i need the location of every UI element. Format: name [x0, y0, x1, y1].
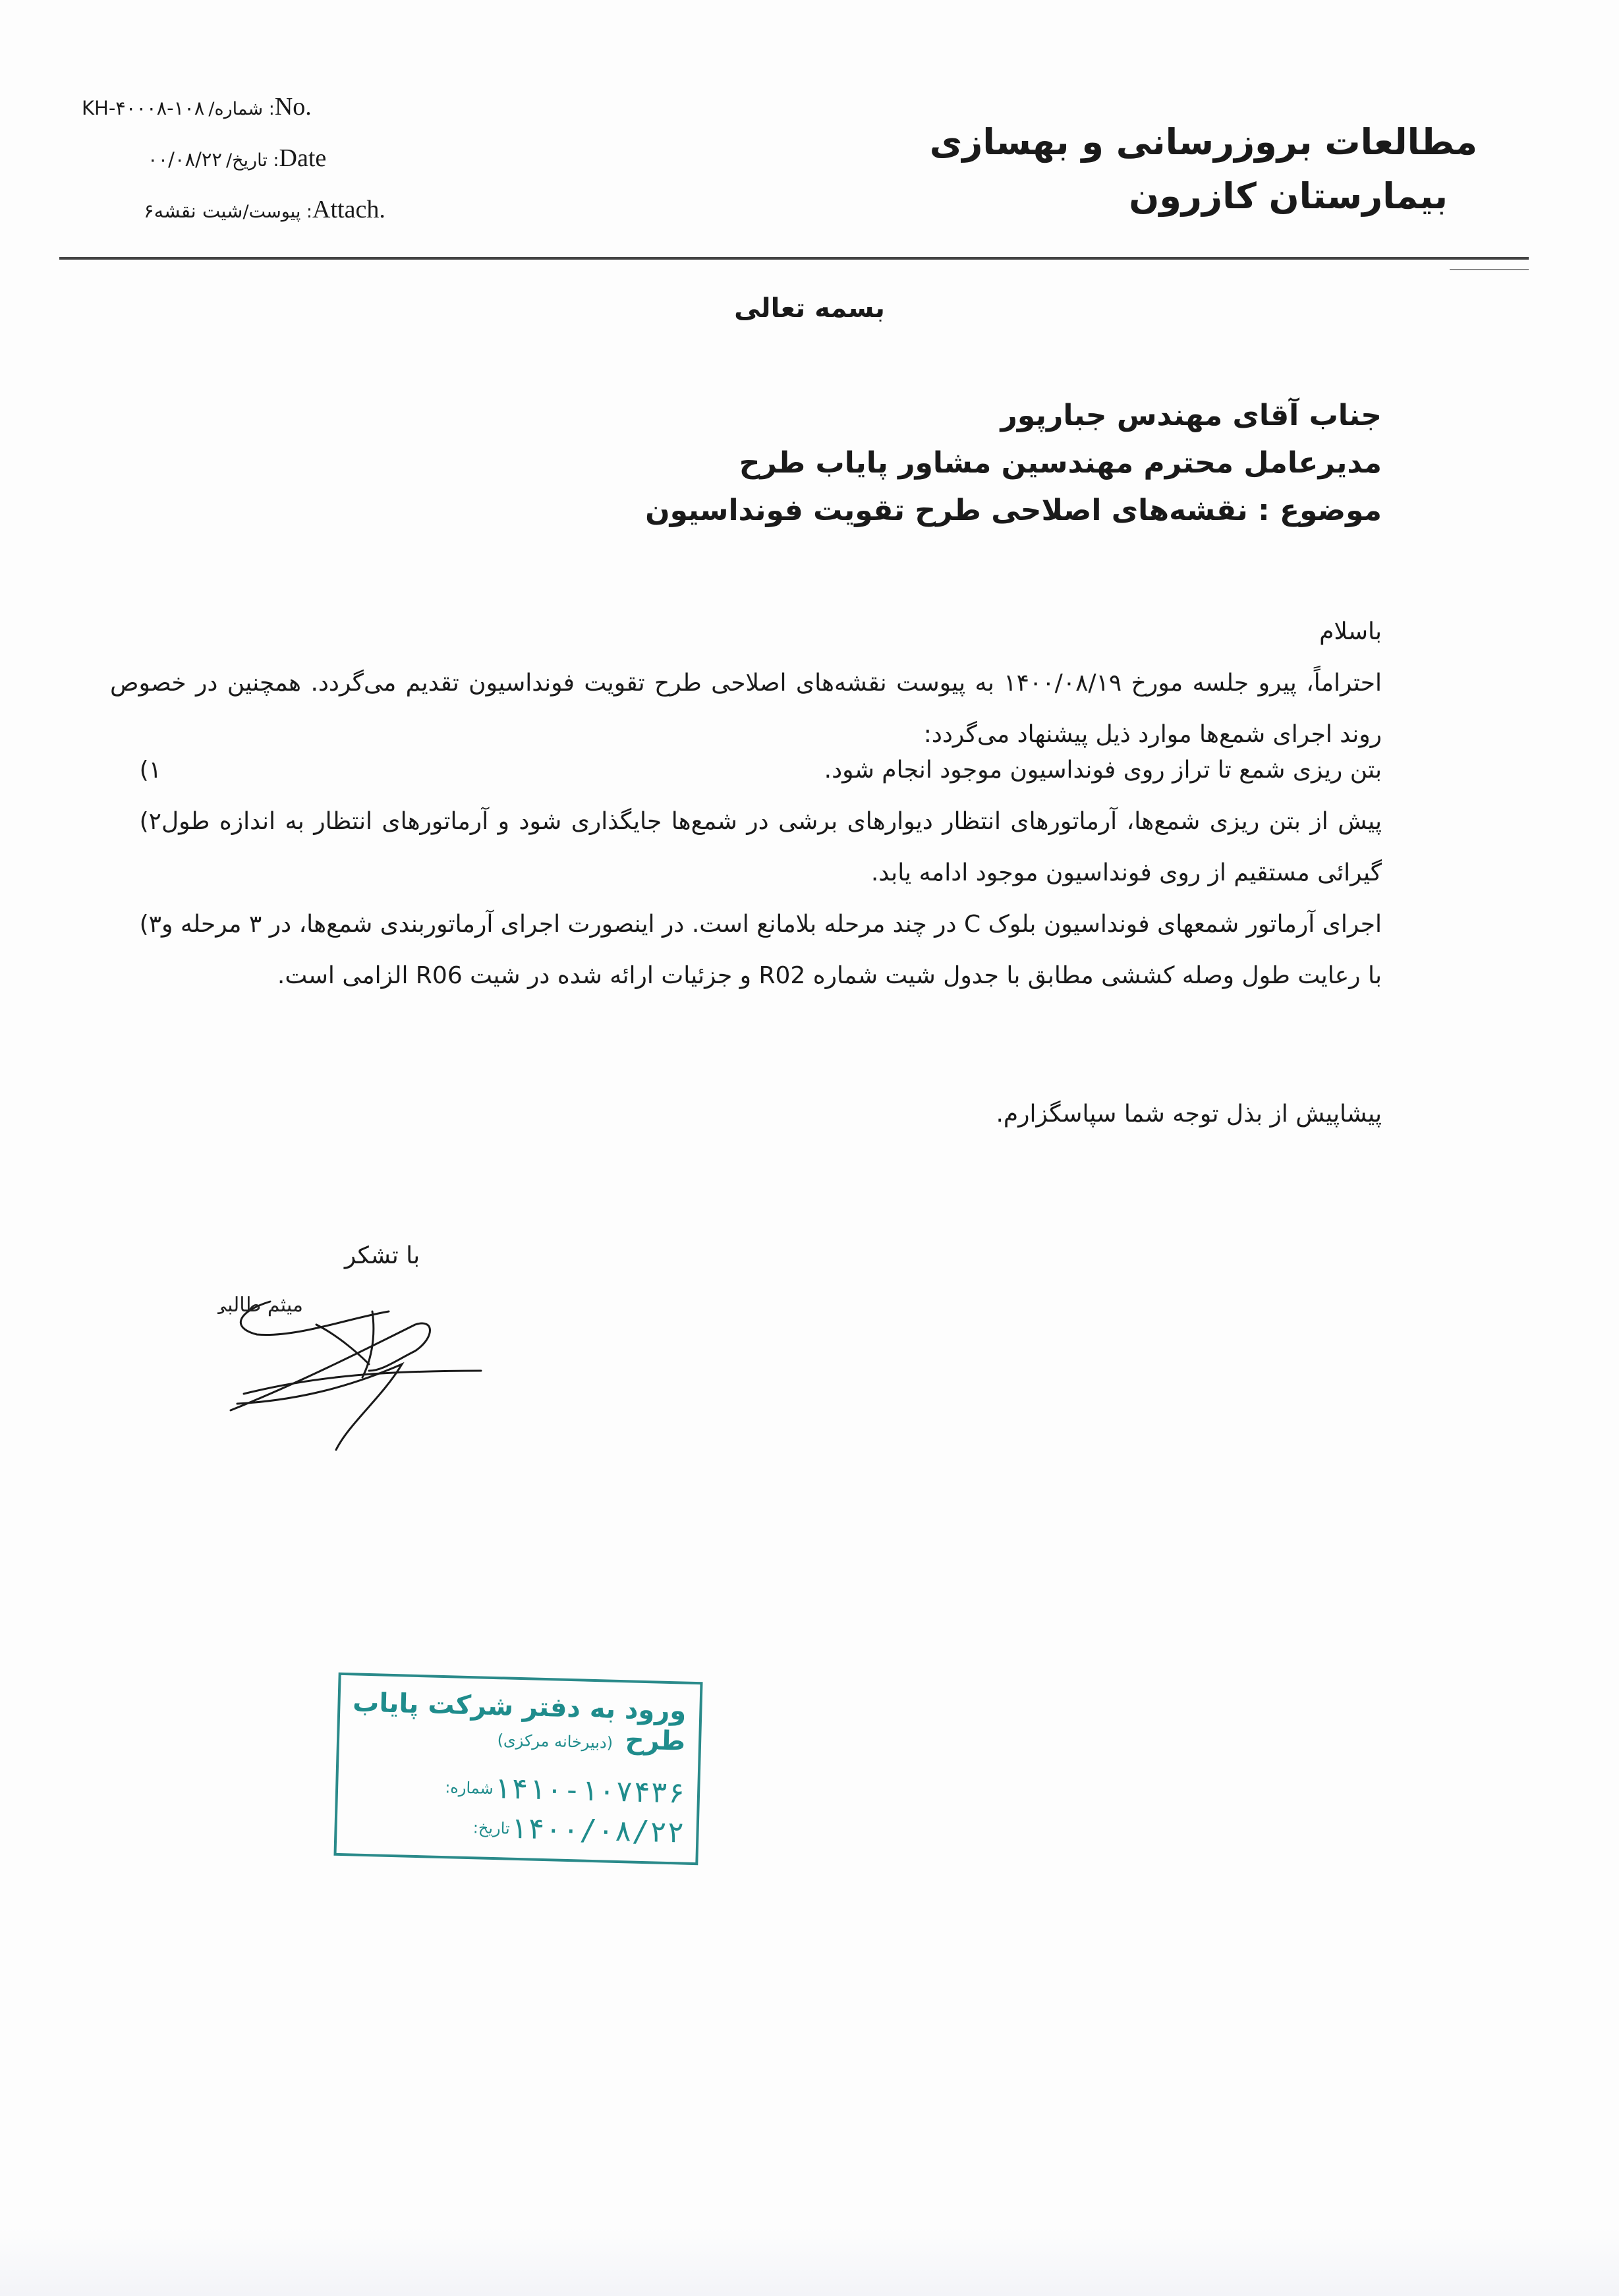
meta-attach-row: [137, 195, 468, 246]
stamp-subtitle: (دبیرخانه مرکزی): [497, 1731, 613, 1752]
recommendations-list: [110, 745, 1382, 1002]
letter-meta: [72, 92, 468, 246]
receipt-stamp: [333, 1673, 702, 1865]
addressee-position: مدیرعامل محترم مهندسین مشاور پایاب طرح: [739, 446, 1382, 480]
attach-value: ۶شیت نقشه: [144, 200, 243, 222]
thanks-line: با تشکر: [344, 1242, 420, 1269]
header-divider: [59, 257, 1529, 260]
stamp-title: ورود به دفتر شرکت پایاب طرح: [352, 1687, 687, 1757]
letter-subject: موضوع : نقشه‌های اصلاحی طرح تقویت فونداسیون: [645, 494, 1382, 527]
meta-number-row: [78, 92, 468, 144]
item-number: ۲): [139, 808, 161, 835]
item-text: اجرای آرماتور شمعهای فونداسیون بلوک C در چند مرحله بلامانع است. در اینصورت اجرای آرماتوربندی شمع‌ها، در ۳ مرحله و با رعایت طول وصله کششی مطابق با جدول شیت شماره R02 و جزئیات ارائه شده در شیت R06 الزامی است.: [161, 911, 1382, 989]
greeting: باسلام: [1319, 618, 1382, 645]
stamp-number-row: [438, 1770, 686, 1810]
org-subtitle: بیمارستان کازرون: [1129, 175, 1448, 217]
organization-header: [884, 115, 1477, 223]
letter-body: [110, 606, 1382, 761]
stamp-date-value: ۱۴۰۰/۰۸/۲۲: [509, 1811, 685, 1850]
letter-date: ۰۰/۰۸/۲۲: [148, 148, 222, 171]
stamp-number-value: ۱۴۱۰-۱۰۷۴۳۶: [493, 1771, 686, 1810]
list-item: [110, 899, 1382, 1002]
list-item: [110, 796, 1382, 899]
closing-line: پیشاپیش از بذل توجه شما سپاسگزارم.: [996, 1101, 1382, 1128]
item-number: ۱): [139, 757, 161, 784]
date-label-fa: /تاریخ :: [226, 150, 279, 171]
meta-date-row: [144, 144, 468, 195]
item-text: پیش از بتن ریزی شمع‌ها، آرماتورهای انتظار دیوارهای برشی در شمع‌ها جایگذاری شود و آرماتورهای انتظار به اندازه طول گیرائی مستقیم از روی فونداسیون موجود ادامه یابد.: [161, 808, 1382, 886]
item-number: ۳): [139, 911, 161, 938]
date-label-en: Date: [279, 144, 327, 172]
addressee-name: جناب آقای مهندس جبارپور: [1000, 399, 1382, 432]
stamp-date-label: تاریخ:: [472, 1818, 511, 1838]
scan-edge: [0, 2227, 1619, 2296]
attach-label-en: Attach.: [312, 196, 385, 223]
org-name: مطالعات بروزرسانی و بهسازی: [929, 121, 1477, 163]
list-item: [110, 745, 1382, 796]
addressee-block: [393, 392, 1382, 534]
basmala: بسمه تعالی: [734, 293, 885, 324]
signature-name: میثم طالبی: [217, 1294, 303, 1317]
number-label-fa: /شماره :: [208, 99, 275, 119]
stamp-date-row: [466, 1810, 685, 1850]
letter-number: KH-۴۰۰۰۸-۱۰۸: [82, 97, 205, 119]
header-divider-thin: [1450, 269, 1529, 270]
stamp-number-label: شماره:: [444, 1777, 494, 1798]
number-label-en: No.: [274, 93, 312, 121]
attach-label-fa: /پیوست :: [242, 202, 313, 222]
handwritten-signature: [217, 1272, 507, 1456]
item-text: بتن ریزی شمع تا تراز روی فونداسیون موجود انجام شود.: [824, 757, 1382, 784]
intro-paragraph: احتراماً، پیرو جلسه مورخ ۱۴۰۰/۰۸/۱۹ به پیوست نقشه‌های اصلاحی طرح تقویت فونداسیون تقدیم می‌گردد. همچنین در خصوص روند اجرای شمع‌ها موارد ذیل پیشنهاد می‌گردد:: [110, 670, 1382, 748]
